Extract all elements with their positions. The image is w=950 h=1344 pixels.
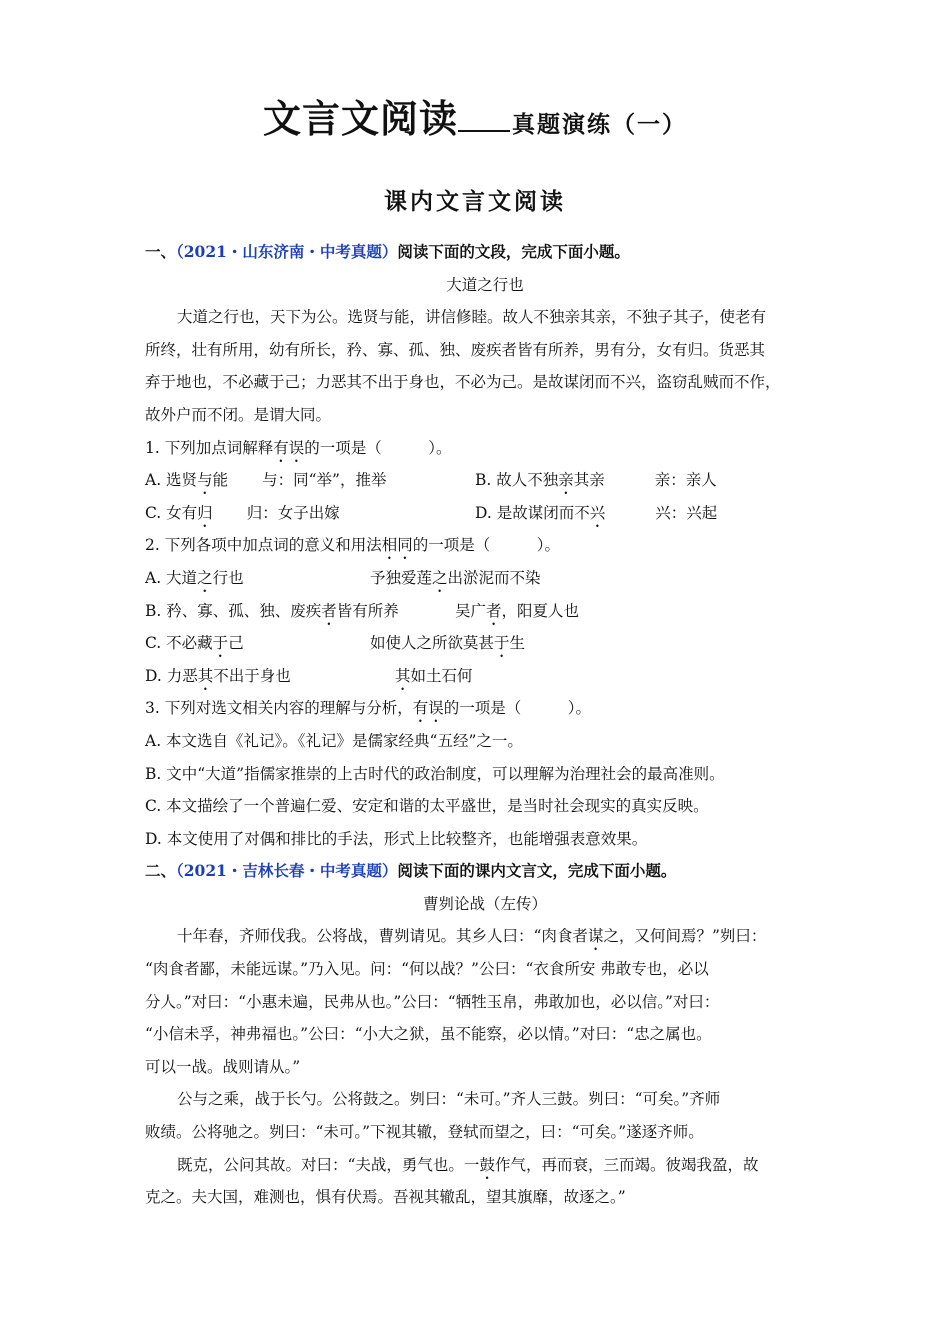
option-emphasis: 之: [197, 568, 213, 587]
stem-text: 3. 下列对选文相关内容的理解与分析，: [145, 699, 413, 718]
option-text: 能: [212, 471, 229, 490]
option-text: 吴广: [455, 601, 487, 620]
option-text: 予独爱莲: [370, 568, 433, 587]
option-emphasis: 于: [212, 634, 229, 653]
option-text: 己: [228, 634, 244, 653]
passage-emphasis: 谋: [587, 927, 604, 946]
passage-line: 分人。”对曰：“小惠未遍，民弗从也。”公曰：“牺牲玉帛，弗敢加也，必以信。”对曰：: [145, 992, 720, 1011]
passage-text: 十年春，齐师伐我。公将战，曹刿请见。其乡人曰：“肉食者: [177, 927, 588, 946]
option-emphasis: 之: [432, 568, 448, 587]
option-text: 皆有所养: [336, 601, 399, 620]
option-text: ，阳夏人也: [501, 601, 580, 620]
document-title: [0, 88, 950, 143]
option-a: [145, 464, 475, 498]
option-b: [475, 464, 717, 498]
option-emphasis: 归: [197, 503, 213, 522]
option-text: D. 力恶: [145, 666, 198, 685]
option-left: [145, 627, 370, 661]
passage-line: 所终，壮有所用，幼有所长，矜、寡、孤、独、废疾者皆有所养，男有分，女有归。货恶其: [145, 340, 766, 359]
passage-line: “小信未孚，神弗福也。”公曰：“小大之狱，虽不能察，必以情。”对曰：“忠之属也。: [145, 1025, 712, 1044]
subquestion-2-option-c: [145, 627, 825, 660]
option-text: 出淤泥而不染: [447, 568, 541, 587]
option-emphasis: 者: [321, 601, 337, 620]
subquestion-3-option-a: A. 本文选自《礼记》。《礼记》是儒家经典“五经”之一。: [145, 731, 523, 750]
subquestion-1-options-ab: [145, 464, 825, 497]
option-left: [145, 660, 395, 694]
passage-line: 弃于地也，不必藏于己；力恶其不出于身也，不必为己。是故谋闭而不兴，盗窃乱贼而不作，: [145, 373, 781, 392]
question-instruction: 阅读下面的课内文言文，完成下面小题。: [397, 861, 677, 881]
option-emphasis: 兴: [589, 503, 606, 522]
stem-text: 1. 下列加点词解释: [145, 438, 274, 457]
subquestion-3-option-b: B. 文中“大道”指儒家推崇的上古时代的政治制度，可以理解为治理社会的最高准则。: [145, 764, 725, 783]
option-emphasis: 与: [197, 471, 213, 490]
question-source: （2021・吉林长春・中考真题）: [176, 861, 398, 881]
question-instruction: 阅读下面的文段，完成下面小题。: [397, 242, 630, 261]
option-d: [475, 497, 717, 531]
subquestion-1-stem: [145, 432, 825, 465]
subquestion-2-option-b: [145, 595, 825, 628]
subquestion-3-option-c: C. 本文描绘了一个普遍仁爱、安定和谐的太平盛世，是当时社会现实的真实反映。: [145, 797, 709, 816]
question-number: 一、: [145, 242, 177, 261]
passage-text: 既克，公问其故。对曰：“夫战，勇气也。一: [177, 1155, 480, 1174]
document-content: [145, 236, 825, 1214]
option-left: [145, 562, 370, 596]
section-title: 课内文言文阅读: [384, 188, 566, 215]
option-emphasis: 亲: [558, 471, 574, 490]
subquestion-2-stem: [145, 529, 825, 562]
option-emphasis: 者: [486, 601, 502, 620]
subquestion-1-options-cd: [145, 497, 825, 530]
option-text: B. 故人不独: [475, 471, 559, 490]
option-right: [455, 595, 579, 629]
option-text: D. 是故谋闭而不: [475, 503, 590, 522]
passage-title: 大道之行也: [446, 275, 524, 294]
passage-text: 之，又何间焉？”刿曰：: [603, 927, 767, 946]
question-2-header: [145, 855, 825, 888]
question-number: 二、: [145, 861, 177, 881]
passage-line: 公与之乘，战于长勺。公将鼓之。刿曰：“未可。”齐人三鼓。刿曰：“可矣。”齐师: [177, 1090, 721, 1109]
stem-text: 的一项是（ ）。: [443, 699, 591, 718]
option-gloss: 亲：亲人: [654, 471, 717, 490]
title-dash: [458, 130, 510, 132]
option-gloss: 归：女子出嫁: [246, 503, 340, 522]
option-right: [395, 660, 473, 694]
option-text: 如土石何: [410, 666, 473, 685]
option-text: 如使人之所欲莫甚: [370, 634, 495, 653]
passage-line: 克之。夫大国，难测也，惧有伏焉。吾视其辙乱，望其旗靡，故逐之。”: [145, 1188, 626, 1207]
option-gloss: 兴：兴起: [655, 503, 718, 522]
question-1-header: [145, 236, 825, 269]
stem-emphasis: 相同: [381, 536, 413, 555]
subquestion-2-option-d: [145, 660, 825, 693]
option-text: C. 不必藏: [145, 634, 213, 653]
option-text: C. 女有: [145, 503, 198, 522]
option-text: B. 矜、寡、孤、独、废疾: [145, 601, 322, 620]
passage-title: 曹刿论战（左传）: [422, 894, 547, 913]
passage-line: “肉食者鄙，未能远谋。”乃入见。问：“何以战？”公曰：“衣食所安 弗敢专也，必以: [145, 960, 709, 979]
stem-emphasis: 有误: [412, 699, 444, 718]
subquestion-2-option-a: [145, 562, 825, 595]
option-right: [370, 627, 525, 661]
option-emphasis: 其: [395, 666, 411, 685]
passage-text: 作气，再而衰，三而竭。彼竭我盈，故: [494, 1155, 759, 1174]
passage-line: 败绩。公将驰之。刿曰：“未可。”下视其辙，登轼而望之，曰：“可矣。”遂逐齐师。: [145, 1123, 704, 1142]
stem-text: 2. 下列各项中加点词的意义和用法: [145, 536, 382, 555]
option-text: 生: [509, 634, 526, 653]
stem-text: 的一项是（ ）。: [304, 438, 452, 457]
option-c: [145, 497, 475, 531]
option-right: [370, 562, 541, 596]
passage-line: 故外户而不闭。是谓大同。: [145, 405, 332, 424]
stem-emphasis: 有误: [273, 438, 305, 457]
passage-emphasis: 鼓: [479, 1155, 495, 1174]
passage-line: 可以一战。战则请从。”: [145, 1057, 301, 1076]
passage-line: [145, 920, 825, 953]
title-sub: 真题演练（一）: [512, 111, 687, 138]
passage-line: 大道之行也，天下为公。选贤与能，讲信修睦。故人不独亲其亲，不独子其子，使老有: [177, 308, 767, 327]
question-source: （2021・山东济南・中考真题）: [176, 242, 398, 261]
option-text: A. 大道: [145, 568, 198, 587]
passage-line: [145, 1149, 825, 1182]
option-text: 行也: [212, 568, 244, 587]
option-emphasis: 其: [197, 666, 214, 685]
subquestion-3-option-d: D. 本文使用了对偶和排比的手法，形式上比较整齐，也能增强表意效果。: [145, 829, 648, 848]
title-main: 文言文阅读: [262, 97, 458, 141]
option-text: 其亲: [573, 471, 605, 490]
stem-text: 的一项是（ ）。: [412, 536, 560, 555]
option-text: A. 选贤: [145, 471, 198, 490]
option-left: [145, 595, 455, 629]
option-gloss: 与：同“举”，推举: [262, 471, 387, 490]
subquestion-3-stem: [145, 692, 825, 725]
option-emphasis: 于: [494, 634, 510, 653]
option-text: 不出于身也: [213, 666, 291, 685]
